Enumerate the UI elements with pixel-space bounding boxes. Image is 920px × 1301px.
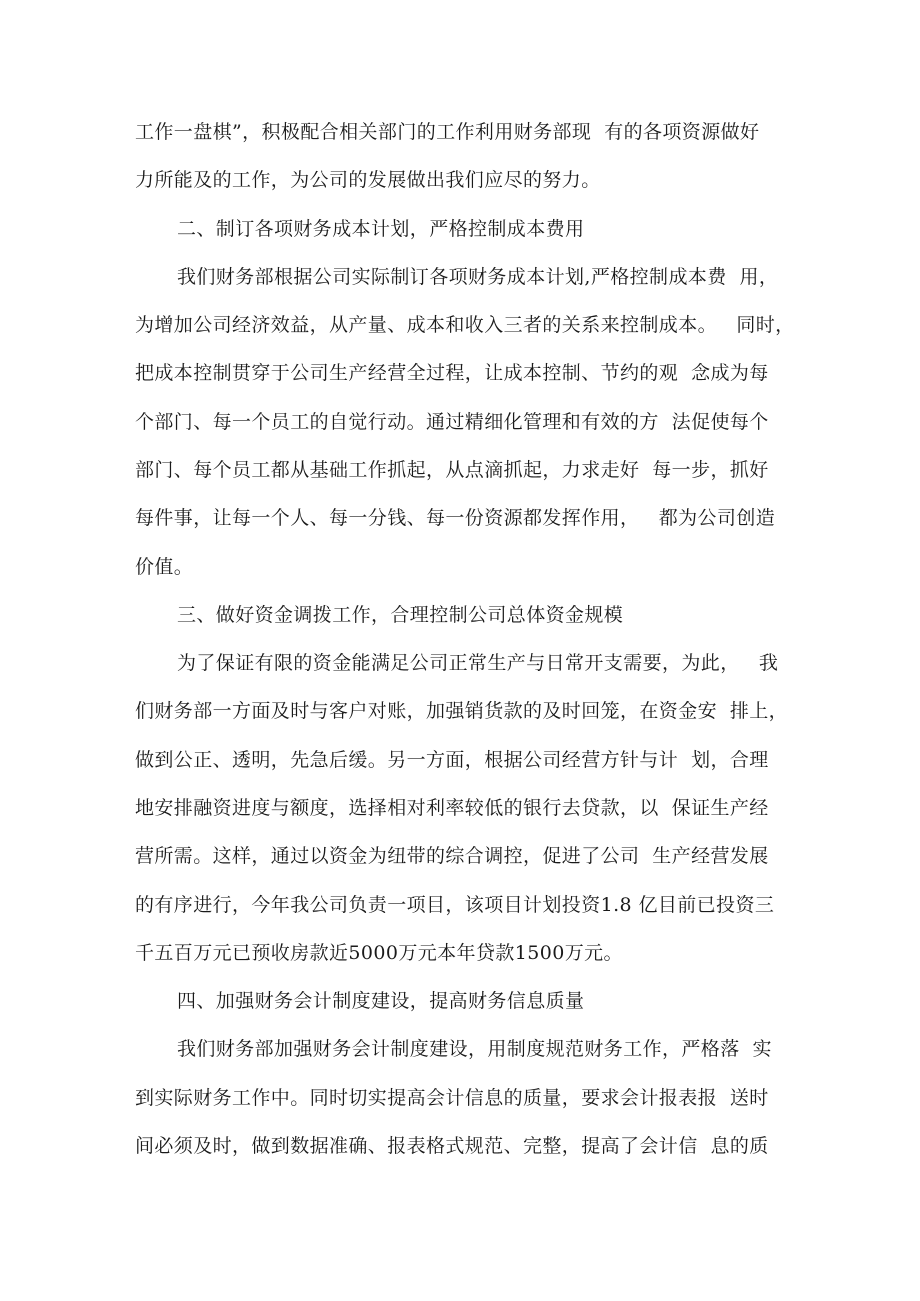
text-line: 为增加公司经济效益，从产量、成本和收入三者的关系来控制成本。 同时， [135, 314, 795, 336]
text-line: 力所能及的工作，为公司的发展做出我们应尽的努力。 [135, 169, 601, 191]
text-line: 为了保证有限的资金能满足公司正常生产与日常开支需要，为此， 我 [177, 652, 779, 674]
section-heading: 三、做好资金调拨工作，合理控制公司总体资金规模 [177, 604, 624, 626]
text-line: 营所需。这样，通过以资金为纽带的综合调控，促进了公司 生产经营发展 [135, 845, 769, 867]
text-line: 千五百万元已预收房款近5000万元本年贷款1500万元。 [135, 942, 623, 964]
section-heading: 四、加强财务会计制度建设，提高财务信息质量 [177, 990, 585, 1012]
text-line: 我们财务部根据公司实际制订各项财务成本计划,严格控制成本费 用， [177, 266, 779, 288]
text-line: 个部门、每一个员工的自觉行动。通过精细化管理和有效的方 法促使每个 [135, 411, 769, 433]
text-line: 我们财务部加强财务会计制度建设，用制度规范财务工作，严格落 实 [177, 1038, 772, 1060]
text-line: 间必须及时，做到数据准确、报表格式规范、完整，提高了会计信 息的质 [135, 1135, 769, 1157]
text-line: 把成本控制贯穿于公司生产经营全过程，让成本控制、节约的观 念成为每 [135, 362, 769, 384]
section-heading: 二、制订各项财务成本计划，严格控制成本费用 [177, 218, 585, 240]
text-line: 价值。 [135, 556, 194, 578]
text-line: 地安排融资进度与额度，选择相对利率较低的银行去贷款，以 保证生产经 [135, 797, 769, 819]
text-line: 到实际财务工作中。同时切实提高会计信息的质量，要求会计报表报 送时 [135, 1087, 769, 1109]
text-line: 工作一盘棋”，积极配合相关部门的工作利用财务部现 有的各项资源做好 [135, 121, 760, 143]
text-line: 做到公正、透明，先急后缓。另一方面，根据公司经营方针与计 划，合理 [135, 749, 769, 771]
text-line: 的有序进行，今年我公司负责一项目，该项目计划投资1.8 亿目前已投资三 [135, 894, 775, 916]
text-line: 们财务部一方面及时与客户对账，加强销货款的及时回笼，在资金安 排上， [135, 700, 789, 722]
text-line: 部门、每个员工都从基础工作抓起，从点滴抓起，力求走好 每一步，抓好 [135, 459, 769, 481]
text-line: 每件事，让每一个人、每一分钱、每一份资源都发挥作用， 都为公司创造 [135, 507, 776, 529]
